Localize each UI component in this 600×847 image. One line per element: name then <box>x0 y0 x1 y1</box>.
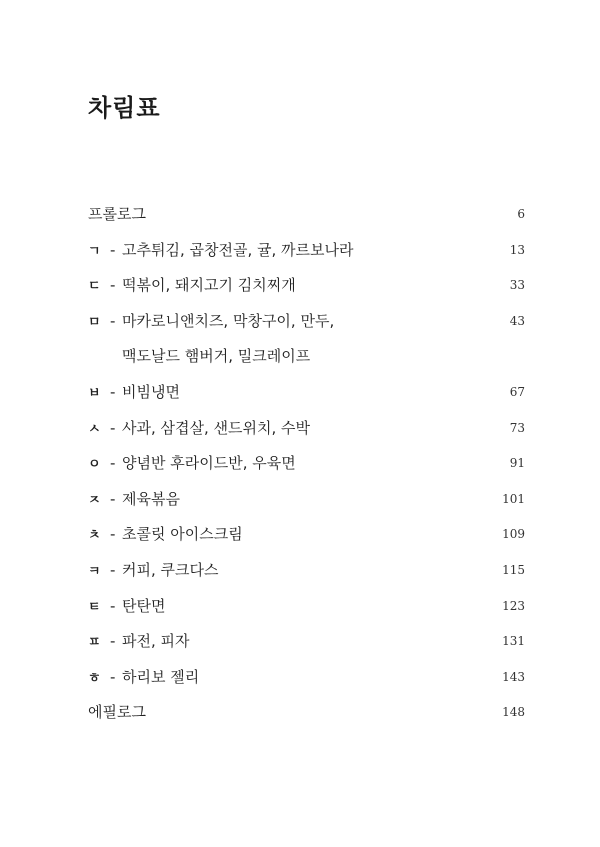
dash: - <box>110 454 116 473</box>
toc-entry[interactable] <box>88 271 525 307</box>
toc-entry[interactable] <box>88 236 525 272</box>
toc-entry[interactable] <box>88 520 525 556</box>
dash: - <box>110 382 116 401</box>
entry-title: 제육볶음 <box>122 489 180 508</box>
toc-entry[interactable] <box>88 663 525 699</box>
entry-title: 사과, 삼겹살, 샌드위치, 수박 <box>122 418 310 437</box>
entry-title: 맥도날드 햄버거, 밀크레이프 <box>122 347 311 366</box>
table-of-contents <box>88 200 525 734</box>
dash: - <box>110 525 116 544</box>
entry-title: 커피, 쿠크다스 <box>122 560 219 579</box>
page-number: 101 <box>502 491 525 506</box>
consonant-marker: ㅅ <box>88 421 101 437</box>
entry-title: 마카로니앤치즈, 막창구이, 만두, <box>122 311 335 330</box>
page-title: 차림표 <box>88 94 161 122</box>
entry-title: 에필로그 <box>88 703 146 722</box>
toc-entry[interactable] <box>88 307 525 343</box>
page-number: 131 <box>502 634 525 649</box>
entry-title: 양념반 후라이드반, 우육면 <box>122 454 296 473</box>
entry-title: 탄탄면 <box>122 596 166 615</box>
entry-title: 파전, 피자 <box>122 632 190 651</box>
entry-title: 떡볶이, 돼지고기 김치찌개 <box>122 276 296 295</box>
page-number: 123 <box>502 598 525 613</box>
page-number: 67 <box>509 384 525 399</box>
dash: - <box>110 596 116 615</box>
page-number: 148 <box>502 705 525 720</box>
page-number: 33 <box>509 278 525 293</box>
page-number: 143 <box>502 669 525 684</box>
entry-title: 고추튀김, 곱창전골, 귤, 까르보나라 <box>122 240 354 259</box>
page-number: 6 <box>517 207 525 221</box>
consonant-marker: ㅊ <box>88 528 101 544</box>
page-number: 13 <box>509 242 525 257</box>
entry-title: 비빔냉면 <box>122 382 180 401</box>
dash: - <box>110 560 116 579</box>
entry-title: 초콜릿 아이스크림 <box>122 525 243 544</box>
consonant-marker: ㅂ <box>88 385 101 401</box>
toc-entry[interactable] <box>88 378 525 414</box>
page-number: 91 <box>509 456 525 471</box>
page-number: 115 <box>502 562 525 577</box>
toc-entry[interactable] <box>88 449 525 485</box>
page-number: 43 <box>509 313 525 328</box>
toc-entry[interactable] <box>88 556 525 592</box>
dash: - <box>110 632 116 651</box>
toc-entry-prologue[interactable] <box>88 200 525 236</box>
entry-title: 프롤로그 <box>88 205 146 223</box>
toc-entry-epilogue[interactable] <box>88 698 525 734</box>
consonant-marker: ㄷ <box>88 279 101 295</box>
toc-entry[interactable] <box>88 627 525 663</box>
toc-entry[interactable] <box>88 414 525 450</box>
consonant-marker: ㅋ <box>88 563 101 579</box>
entry-title: 하리보 젤리 <box>122 667 200 686</box>
consonant-marker: ㅇ <box>88 457 101 473</box>
consonant-marker: ㅌ <box>88 599 101 615</box>
consonant-marker: ㅍ <box>88 635 101 651</box>
page-number: 109 <box>502 527 525 542</box>
toc-entry[interactable] <box>88 592 525 628</box>
dash: - <box>110 418 116 437</box>
dash: - <box>110 276 116 295</box>
dash: - <box>110 311 116 330</box>
consonant-marker: ㅎ <box>88 670 101 686</box>
consonant-marker: ㅁ <box>88 314 101 330</box>
dash: - <box>110 667 116 686</box>
consonant-marker: ㄱ <box>88 243 101 259</box>
toc-entry[interactable] <box>88 485 525 521</box>
dash: - <box>110 240 116 259</box>
toc-entry-continuation[interactable] <box>88 342 525 378</box>
dash: - <box>110 489 116 508</box>
page-number: 73 <box>509 420 525 435</box>
consonant-marker: ㅈ <box>88 492 101 508</box>
